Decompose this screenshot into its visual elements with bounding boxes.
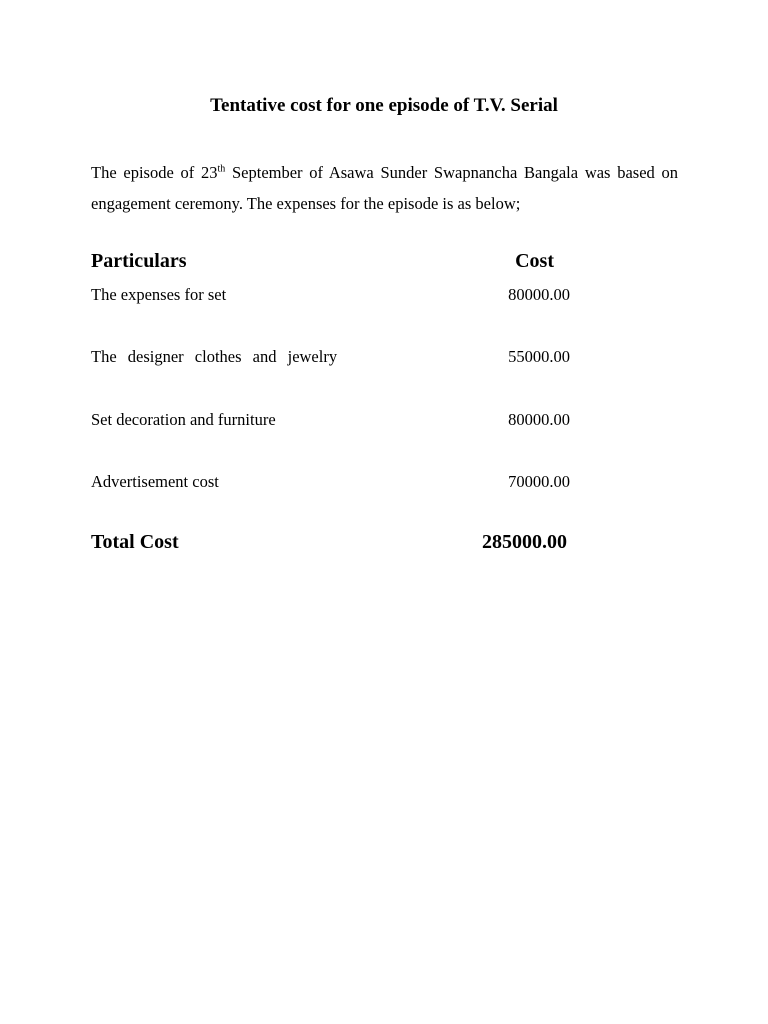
row-cost: 80000.00: [508, 285, 570, 304]
table-row: [91, 282, 591, 308]
cost-header: Cost: [515, 250, 554, 272]
intro-paragraph: [91, 157, 678, 219]
table-row: [91, 469, 591, 495]
row-cost: 55000.00: [508, 347, 570, 366]
particulars-header: Particulars: [91, 250, 187, 272]
table-row: [91, 407, 591, 433]
row-cost: 80000.00: [508, 410, 570, 429]
row-label: The designer clothes and jewelry: [91, 347, 338, 366]
document-title: Tentative cost for one episode of T.V. Serial: [210, 95, 558, 116]
total-label: Total Cost: [91, 531, 179, 553]
row-label: The expenses for set: [91, 285, 227, 304]
table-header-row: [91, 248, 591, 274]
table-row: [91, 344, 591, 370]
total-cost: 285000.00: [482, 531, 567, 553]
intro-text-part2: September of Asawa Sunder Swapnancha Bangala was based on engagement ceremony. The expenses for the episode is as below;: [91, 163, 678, 213]
row-label: Advertisement cost: [91, 472, 219, 491]
intro-superscript: th: [217, 163, 226, 175]
total-row: [91, 529, 591, 555]
intro-text-part1: The episode of 23: [91, 163, 218, 182]
row-cost: 70000.00: [508, 472, 570, 491]
row-label: Set decoration and furniture: [91, 410, 276, 429]
